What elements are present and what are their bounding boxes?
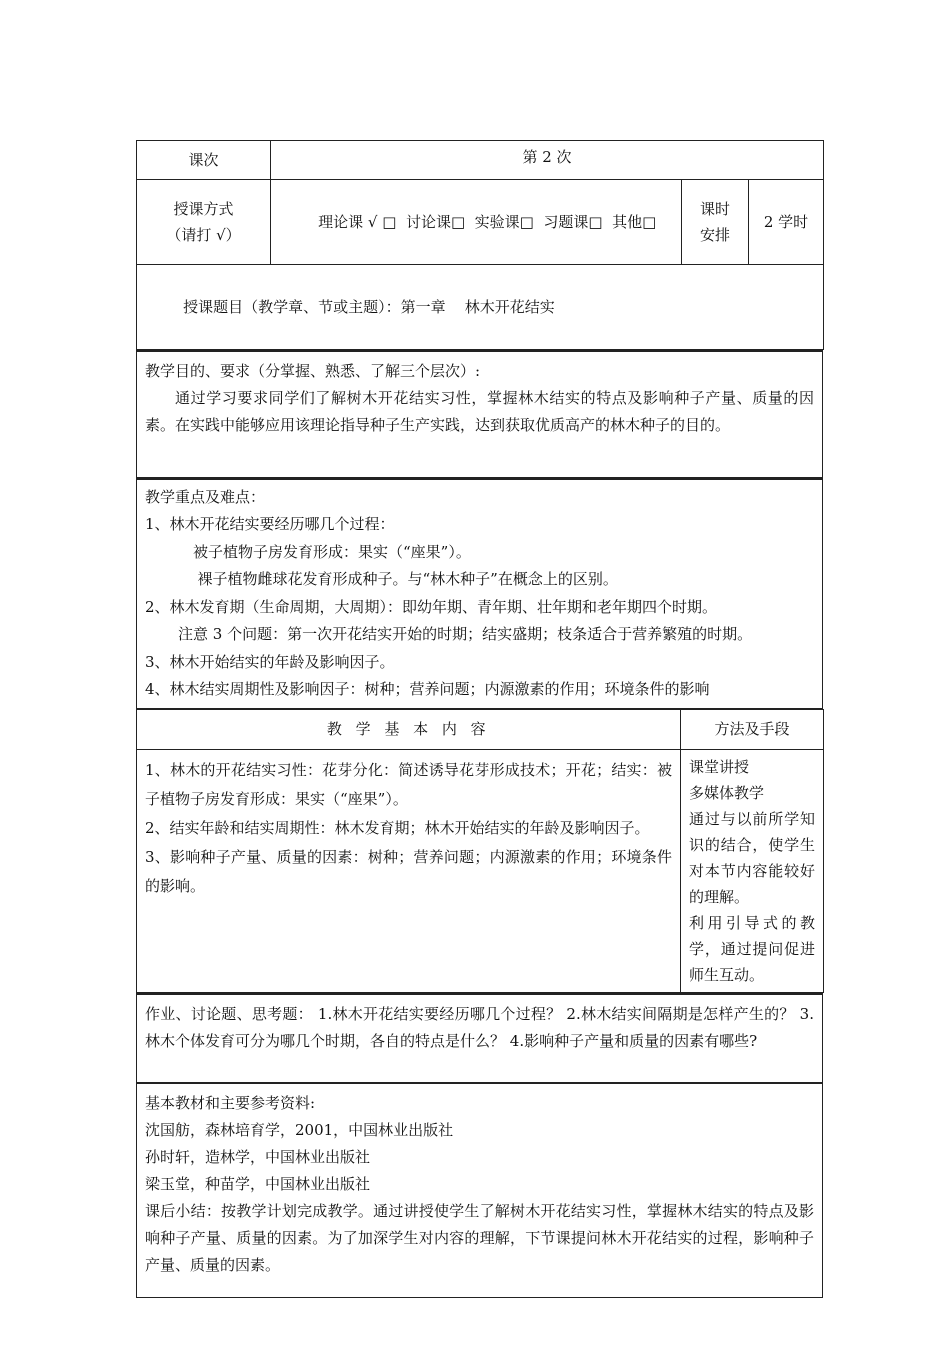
mode-options-cell <box>271 180 682 265</box>
hours-label-line-2: 安排 <box>699 226 730 244</box>
references-heading: 基本教材和主要参考资料: <box>145 1094 316 1112</box>
content-column-label: 教 学 基 本 内 容 <box>326 720 491 738</box>
reference-1: 沈国舫，森林培育学，2001，中国林业出版社 <box>145 1121 454 1139</box>
topic-cell <box>137 265 824 350</box>
content-item-2: 2、结实年龄和结实周期性：林木发育期；林木开始结实的年龄及影响因子。 <box>145 818 650 837</box>
key-points-cell <box>137 479 823 709</box>
objectives-heading: 教学目的、要求（分掌握、熟悉、了解三个层次）: <box>145 362 481 380</box>
key-point-1b: 裸子植物雌球花发育形成种子。与“林木种子”在概念上的区别。 <box>197 570 618 588</box>
method-item-4: 利用引导式的教学，通过提问促进师生互动。 <box>689 913 815 984</box>
key-points-table <box>136 478 823 709</box>
method-item-3: 通过与以前所学知识的结合，使学生对本节内容能较好的理解。 <box>689 809 815 906</box>
reference-2: 孙时轩，造林学，中国林业出版社 <box>145 1148 371 1166</box>
key-point-4: 4、林木结实周期性及影响因子：树种；营养问题；内源激素的作用；环境条件的影响 <box>145 680 710 698</box>
lesson-label: 课次 <box>188 151 219 169</box>
lesson-plan-sheet <box>136 140 823 1298</box>
reference-3: 梁玉堂，种苗学，中国林业出版社 <box>145 1175 371 1193</box>
content-item-3: 3、影响种子产量、质量的因素：树种；营养问题；内源激素的作用；环境条件的影响。 <box>145 847 672 895</box>
mode-label-line-2: （请打 √） <box>166 226 241 244</box>
hours-label-line-1: 课时 <box>699 200 730 218</box>
key-points-heading: 教学重点及难点： <box>145 487 266 506</box>
key-point-1a: 被子植物子房发育形成：果实（“座果”）。 <box>193 542 471 561</box>
method-body-cell <box>681 749 824 992</box>
mode-label-line-1: 授课方式 <box>173 200 234 218</box>
key-point-2: 2、林木发育期（生命周期，大周期）：即幼年期、青年期、壮年期和老年期四个时期。 <box>145 597 718 616</box>
homework-text: 作业、讨论题、思考题： 1.林木开花结实要经历哪几个过程？ 2.林木结实间隔期是怎样产生的？ 3.林木个体发育可分为哪几个时期，各自的特点是什么？ 4.影响种子产量和质量的因素有哪些? <box>145 1004 814 1050</box>
homework-table <box>136 993 823 1084</box>
header-table <box>136 140 824 350</box>
topic-text: 授课题目（教学章、节或主题）：第一章 林木开花结实 <box>183 298 555 316</box>
method-item-1: 课堂讲授 <box>689 757 750 776</box>
hours-value: 2 学时 <box>763 213 809 231</box>
key-point-1: 1、林木开花结实要经历哪几个过程： <box>145 515 395 533</box>
objectives-table <box>136 350 823 478</box>
lesson-label-cell <box>137 141 271 180</box>
lesson-value-cell <box>271 141 824 180</box>
mode-label-cell <box>137 180 271 265</box>
homework-cell <box>137 994 823 1083</box>
hours-label-cell <box>682 180 749 265</box>
method-column-label: 方法及手段 <box>714 720 790 738</box>
content-column-header <box>137 709 681 749</box>
objectives-cell <box>137 351 823 477</box>
content-body-cell <box>137 749 681 992</box>
method-item-2: 多媒体教学 <box>689 783 765 802</box>
hours-value-cell <box>749 180 824 265</box>
key-point-3: 3、林木开始结实的年龄及影响因子。 <box>145 652 395 671</box>
objectives-body: 通过学习要求同学们了解树木开花结实习性，掌握林木结实的特点及影响种子产量、质量的因素。在实践中能够应用该理论指导种子生产实践，达到获取优质高产的林木种子的目的。 <box>145 389 814 434</box>
method-column-header <box>681 709 824 749</box>
lesson-value: 第 2 次 <box>522 148 572 166</box>
after-class-summary: 课后小结：按教学计划完成教学。通过讲授使学生了解树木开花结实习性，掌握林木结实的特点及影响种子产量、质量的因素。为了加深学生对内容的理解，下节课提问林木开花结实的过程，影响种子产量、质量的因素。 <box>145 1202 814 1274</box>
content-table <box>136 709 824 993</box>
content-item-1: 1、林木的开花结实习性：花芽分化：简述诱导花芽形成技术；开花；结实：被子植物子房发育形成：果实（“座果”）。 <box>145 760 672 808</box>
key-point-2a: 注意 3 个问题：第一次开花结实开始的时期；结实盛期；枝条适合于营养繁殖的时期。 <box>178 625 753 643</box>
references-cell <box>137 1084 823 1298</box>
references-table <box>136 1083 823 1298</box>
mode-options: 理论课 √ □ 讨论课□ 实验课□ 习题课□ 其他□ <box>318 213 657 231</box>
